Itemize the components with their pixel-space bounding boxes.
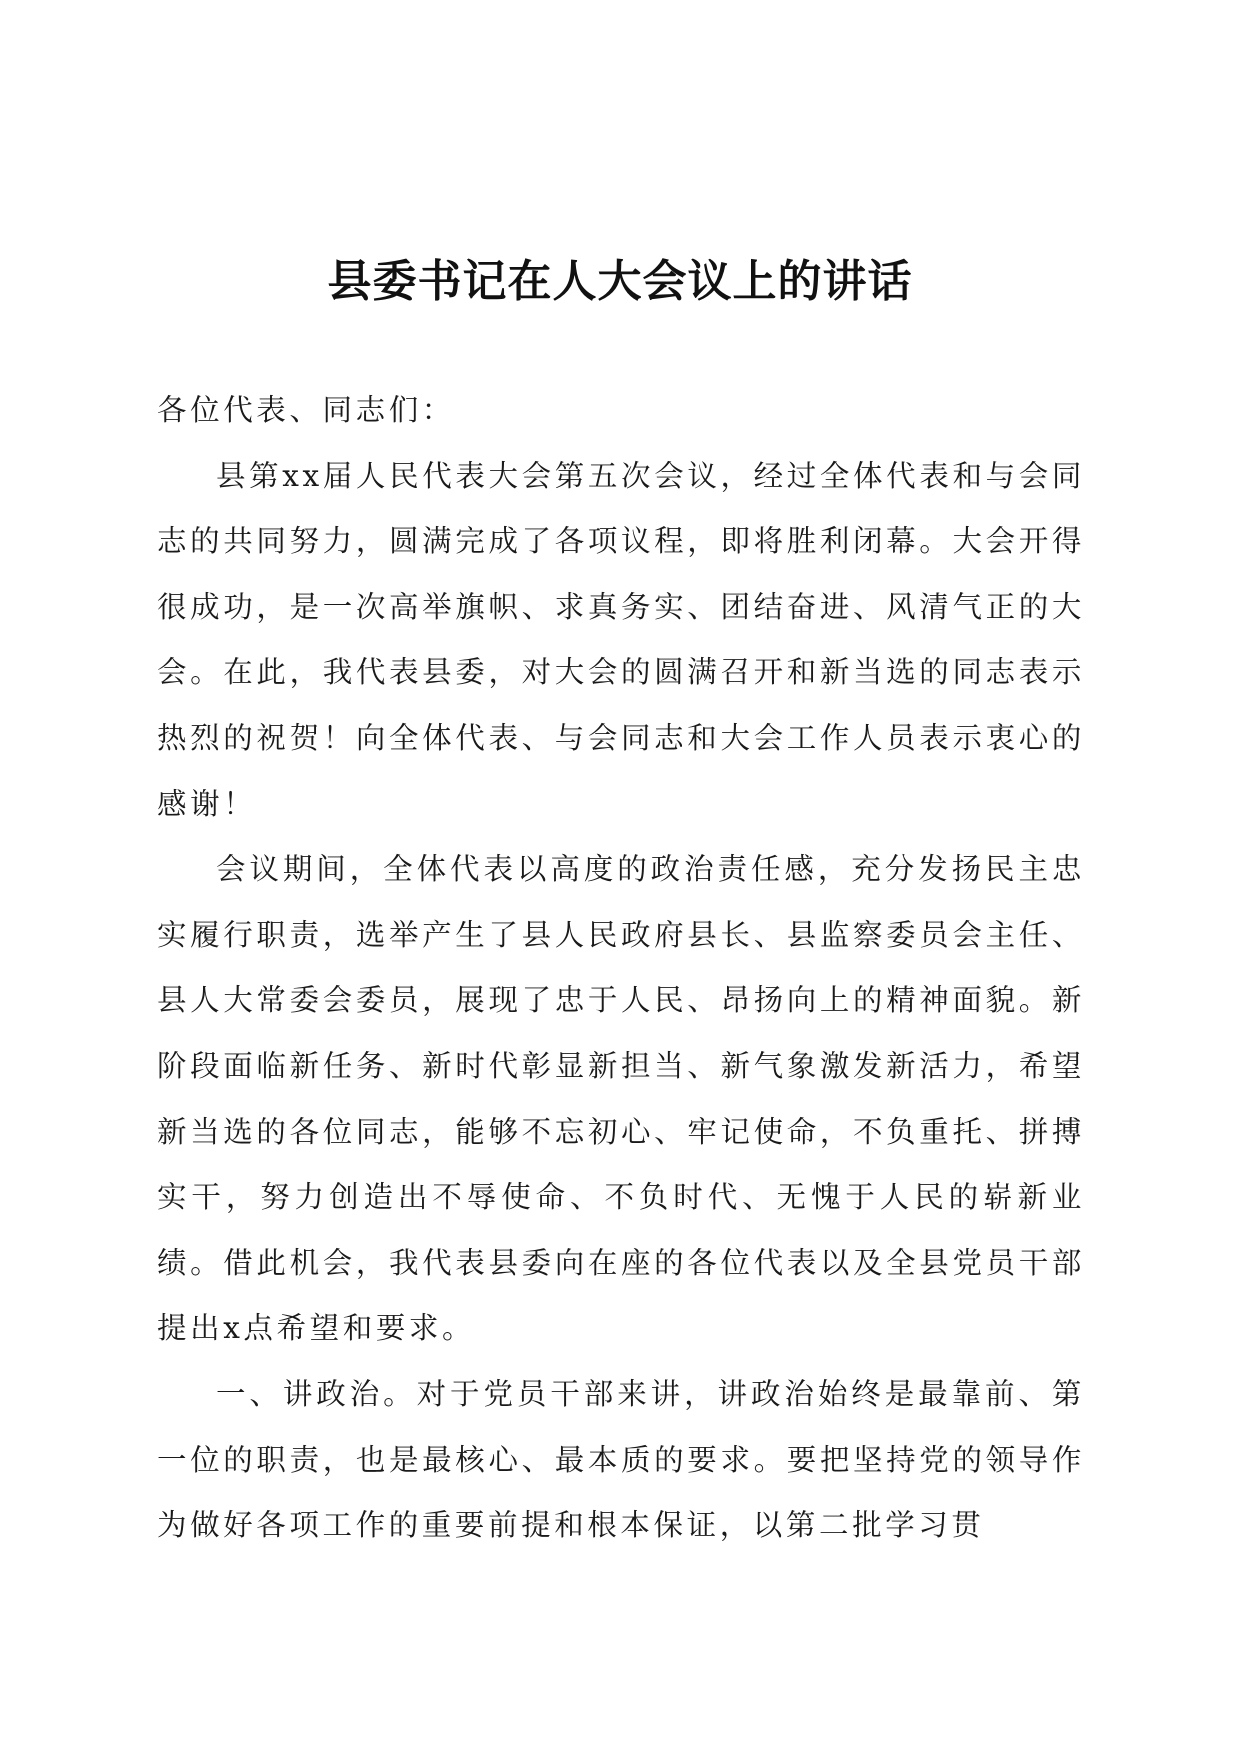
paragraph-opening: 县第xx届人民代表大会第五次会议，经过全体代表和与会同志的共同努力，圆满完成了各项议程，即将胜利闭幕。大会开得很成功，是一次高举旗帜、求真务实、团结奋进、风清气正的大会。在此，我代表县委，对大会的圆满召开和新当选的同志表示热烈的祝贺！向全体代表、与会同志和大会工作人员表示衷心的感谢！ xyxy=(157,458,1085,821)
paragraph-point-one-politics: 一、讲政治。对于党员干部来讲，讲政治始终是最靠前、第一位的职责，也是最核心、最本质的要求。要把坚持党的领导作为做好各项工作的重要前提和根本保证，以第二批学习贯 xyxy=(157,1376,1085,1543)
document-body xyxy=(157,378,1085,1559)
salutation: 各位代表、同志们： xyxy=(157,393,455,427)
document-title: 县委书记在人大会议上的讲话 xyxy=(327,256,913,307)
paragraph-meeting-period: 会议期间，全体代表以高度的政治责任感，充分发扬民主忠实履行职责，选举产生了县人民政府县长、县监察委员会主任、县人大常委会委员，展现了忠于人民、昂扬向上的精神面貌。新阶段面临新任务、新时代彰显新担当、新气象激发新活力，希望新当选的各位同志，能够不忘初心、牢记使命，不负重托、拼搏实干，努力创造出不辱使命、不负时代、无愧于人民的崭新业绩。借此机会，我代表县委向在座的各位代表以及全县党员干部提出x点希望和要求。 xyxy=(157,852,1085,1346)
